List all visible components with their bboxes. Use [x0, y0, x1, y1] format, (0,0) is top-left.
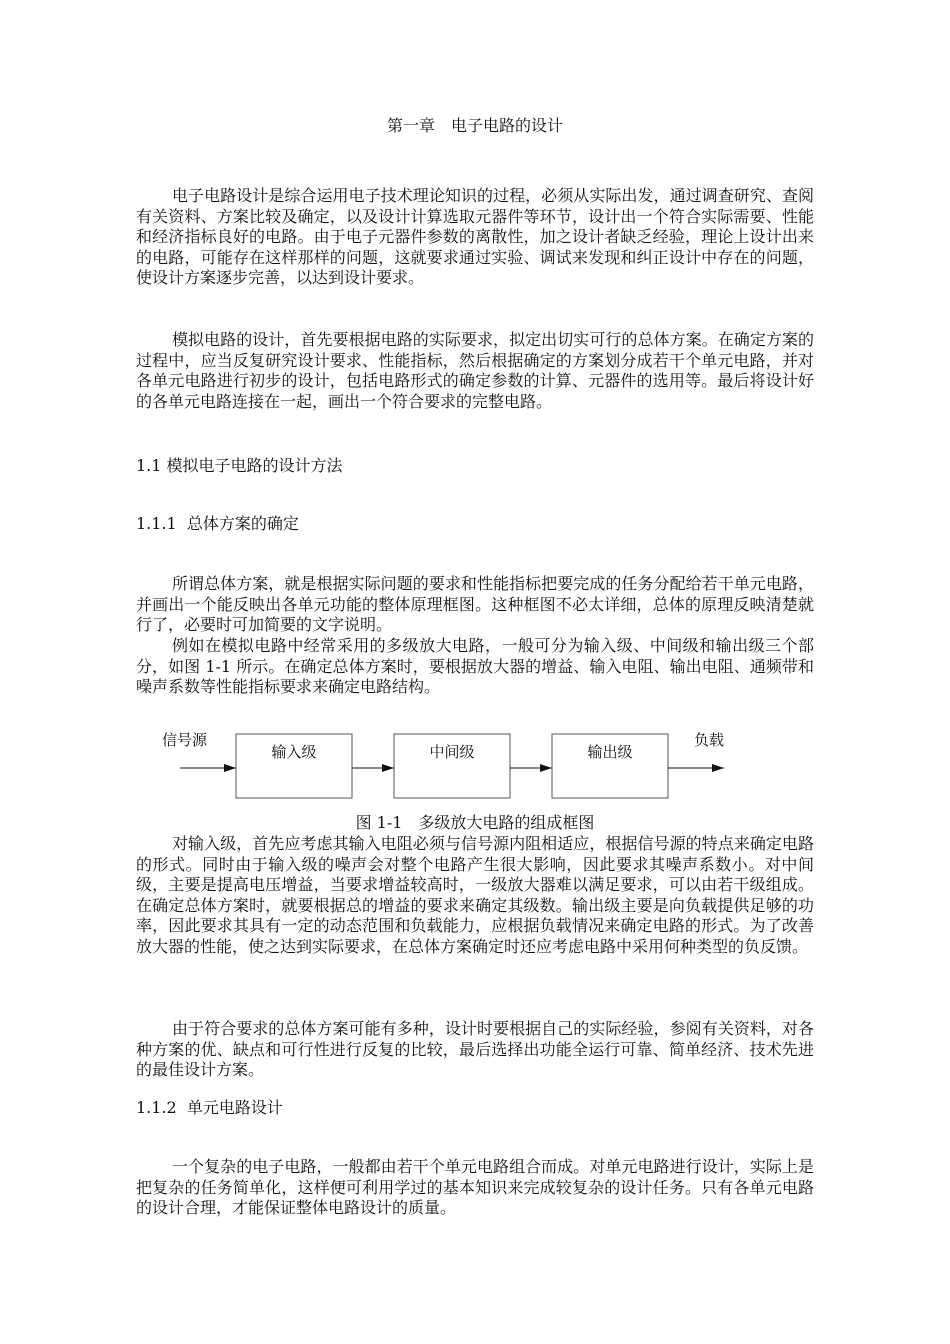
section-1-1-1-paragraph-2: 例如在模拟电路中经常采用的多级放大电路，一般可分为输入级、中间级和输出级三个部分，如图 1-1 所示。在确定总体方案时，要根据放大器的增益、输入电阻、输出电阻、通频带和噪声系数等性能指标要求来确定电路结构。 [136, 636, 814, 697]
section-1-1-1-paragraph-1: 所谓总体方案，就是根据实际问题的要求和性能指标把要完成的任务分配给若干单元电路，并画出一个能反映出各单元功能的整体原理框图。这种框图不必太详细，总体的原理反映清楚就行了，必要时可加简要的文字说明。 [136, 574, 814, 635]
block-diagram-svg [0, 725, 950, 815]
input-stage-label: 输入级 [271, 743, 317, 761]
section-1-1-2-paragraph-1: 一个复杂的电子电路，一般都由若干个单元电路组合而成。对单元电路进行设计，实际上是把复杂的任务简单化，这样便可利用学过的基本知识来完成较复杂的设计任务。只有各单元电路的设计合理，才能保证整体电路设计的质量。 [136, 1157, 814, 1218]
section-heading-1-1: 1.1 模拟电子电路的设计方法 [136, 456, 343, 475]
figure-caption: 图 1-1 多级放大电路的组成框图 [355, 813, 595, 832]
section-1-1-1-paragraph-3: 对输入级，首先应考虑其输入电阻必须与信号源内阻相适应，根据信号源的特点来确定电路的形式。同时由于输入级的噪声会对整个电路产生很大影响，因此要求其噪声系数小。对中间级，主要是提高电压增益，当要求增益较高时，一级放大器难以满足要求，可以由若干级组成。在确定总体方案时，就要根据总的增益的要求来确定其级数。输出级主要是向负载提供足够的功率，因此要求其具有一定的动态范围和负载能力，应根据负载情况来确定电路的形式。为了改善放大器的性能，使之达到实际要求，在总体方案确定时还应考虑电路中采用何种类型的负反馈。 [136, 834, 814, 956]
load-label: 负载 [694, 731, 725, 749]
output-stage-label: 输出级 [587, 743, 633, 761]
source-label: 信号源 [162, 731, 208, 749]
section-heading-1-1-1: 1.1.1 总体方案的确定 [136, 514, 299, 533]
section-heading-1-1-2: 1.1.2 单元电路设计 [136, 1098, 283, 1117]
chapter-title: 第一章 电子电路的设计 [386, 116, 563, 135]
section-1-1-1-paragraph-4: 由于符合要求的总体方案可能有多种，设计时要根据自己的实际经验，参阅有关资料，对各种方案的优、缺点和可行性进行反复的比较，最后选择出功能全运行可靠、简单经济、技术先进的最佳设计方案。 [136, 1019, 814, 1080]
middle-stage-label: 中间级 [429, 743, 475, 761]
intro-paragraph-2: 模拟电路的设计，首先要根据电路的实际要求，拟定出切实可行的总体方案。在确定方案的过程中，应当反复研究设计要求、性能指标，然后根据确定的方案划分成若干个单元电路，并对各单元电路进行初步的设计，包括电路形式的确定参数的计算、元器件的选用等。最后将设计好的各单元电路连接在一起，画出一个符合要求的完整电路。 [136, 330, 814, 411]
intro-paragraph-1: 电子电路设计是综合运用电子技术理论知识的过程，必须从实际出发，通过调查研究、查阅有关资料、方案比较及确定，以及设计计算选取元器件等环节，设计出一个符合实际需要、性能和经济指标良好的电路。由于电子元器件参数的离散性，加之设计者缺乏经验，理论上设计出来的电路，可能存在这样那样的问题，这就要求通过实验、调试来发现和纠正设计中存在的问题，使设计方案逐步完善，以达到设计要求。 [136, 186, 814, 288]
